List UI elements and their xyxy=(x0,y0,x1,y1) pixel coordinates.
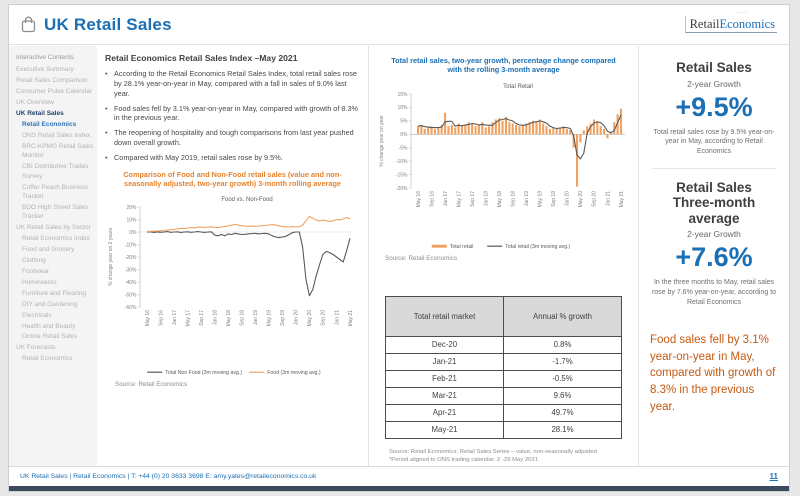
svg-text:Sep 20: Sep 20 xyxy=(320,309,327,326)
svg-text:May 21: May 21 xyxy=(618,190,625,208)
svg-text:Sep 17: Sep 17 xyxy=(469,190,476,207)
table-cell-month: Apr-21 xyxy=(386,404,504,421)
bullet-marker: • xyxy=(105,152,108,162)
svg-text:0%: 0% xyxy=(399,132,407,139)
sidebar-title: Interactive Contents xyxy=(16,54,74,61)
footer-contact-text: UK Retail Sales | Retail Economics | T: +44 (0) 20 3633 3698 E: amy.yates@retaileconomics.co.uk xyxy=(20,473,317,480)
table-cell-month: Jan-21 xyxy=(386,353,504,370)
svg-text:5%: 5% xyxy=(399,118,407,125)
logo-word-retail: Retail xyxy=(689,17,720,31)
svg-text:Jan 18: Jan 18 xyxy=(212,309,218,325)
svg-text:May 20: May 20 xyxy=(577,190,584,208)
table-row xyxy=(386,404,622,421)
bullet-marker: • xyxy=(105,128,108,138)
svg-text:Jan 17: Jan 17 xyxy=(442,190,449,206)
svg-text:Jan 18: Jan 18 xyxy=(483,190,489,206)
table-source-line1: Source: Retail Economics: Retail Sales Series – value, non-seasonally adjusted xyxy=(389,448,597,455)
svg-text:Jan 21: Jan 21 xyxy=(604,190,611,206)
svg-text:-5%: -5% xyxy=(398,145,407,152)
bullet-item xyxy=(105,153,360,163)
svg-text:-20%: -20% xyxy=(124,254,136,261)
page-number[interactable]: 11 xyxy=(769,472,778,481)
sidebar-item-brc-kpmg-retail-sales-monitor[interactable]: BRC-KPMG Retail Sales Monitor xyxy=(22,142,94,160)
svg-text:Total retail: Total retail xyxy=(449,243,473,250)
food-nonfood-chart-title: Comparison of Food and Non-Food retail sales (value and non-seasonally adjusted, two-year growth) 3-month rolling average xyxy=(123,169,342,189)
kpi1-description: Total retail sales rose by 9.5% year-on-year in May, according to Retail Economics xyxy=(653,128,775,156)
commentary-column xyxy=(97,46,369,466)
sidebar-item-footwear[interactable]: Footwear xyxy=(22,267,50,275)
table-cell-growth: 9.6% xyxy=(504,387,622,404)
svg-text:May 16: May 16 xyxy=(415,190,422,208)
slide-footer xyxy=(9,466,789,486)
kpi-divider xyxy=(652,168,776,169)
svg-text:Jan 19: Jan 19 xyxy=(523,190,530,206)
sidebar-item-uk-retail-sales-by-sector[interactable]: UK Retail Sales by Sector xyxy=(16,224,91,232)
table-cell-month: Feb-21 xyxy=(386,370,504,387)
header xyxy=(9,5,789,45)
logo-word-economics: Economics xyxy=(719,17,775,31)
table-row xyxy=(386,336,622,353)
table-cell-growth: -1.7% xyxy=(504,353,622,370)
kpi2-description: In the three months to May, retail sales rose by 7.6% year-on-year, according to Retail Economics xyxy=(651,279,777,307)
svg-text:May 16: May 16 xyxy=(144,309,151,327)
bottom-accent-bar xyxy=(9,486,789,491)
sidebar-item-executive-summary[interactable]: Executive Summary xyxy=(16,66,74,74)
chart-table-column xyxy=(369,46,639,466)
sidebar-item-consumer-pulse-calendar[interactable]: Consumer Pulse Calendar xyxy=(16,88,93,96)
table-cell-month: Mar-21 xyxy=(386,387,504,404)
svg-text:% change year on 2 years: % change year on 2 years xyxy=(107,227,114,286)
food-nonfood-chart xyxy=(105,191,360,379)
svg-text:0%: 0% xyxy=(128,229,136,236)
svg-text:May 17: May 17 xyxy=(455,190,462,208)
svg-text:15%: 15% xyxy=(396,91,407,98)
svg-text:-50%: -50% xyxy=(124,292,136,299)
svg-text:May 17: May 17 xyxy=(184,309,191,327)
retail-economics-logo xyxy=(685,16,777,33)
svg-text:% change year on year: % change year on year xyxy=(378,115,385,167)
kpi2-title-line2: Three-month average xyxy=(672,195,756,226)
svg-text:Sep 19: Sep 19 xyxy=(279,309,286,326)
table-row xyxy=(386,353,622,370)
table-header-market: Total retail market xyxy=(386,296,504,336)
svg-text:-30%: -30% xyxy=(124,267,136,274)
svg-text:Food vs. Non-Food: Food vs. Non-Food xyxy=(220,196,273,203)
svg-text:Sep 16: Sep 16 xyxy=(157,309,164,326)
svg-text:-60%: -60% xyxy=(124,304,136,311)
bullet-text: Food sales fell by 3.1% year-on-year in May, compared with growth of 8.3% in the previous year. xyxy=(114,103,359,123)
svg-text:-40%: -40% xyxy=(124,279,136,286)
table-row xyxy=(386,370,622,387)
sidebar-item-diy-and-gardening[interactable]: DIY and Gardening xyxy=(22,300,78,308)
svg-text:Total Retail: Total Retail xyxy=(502,83,533,90)
table-cell-growth: -0.5% xyxy=(504,370,622,387)
svg-text:May 19: May 19 xyxy=(266,309,273,327)
svg-text:10%: 10% xyxy=(125,217,136,224)
slide-body xyxy=(9,46,789,466)
kpi1-value: +9.5% xyxy=(675,91,753,122)
svg-text:May 18: May 18 xyxy=(225,309,232,327)
kpi1-subtitle: 2-year Growth xyxy=(687,78,741,89)
svg-text:-15%: -15% xyxy=(395,172,407,179)
svg-text:May 21: May 21 xyxy=(347,309,354,327)
svg-text:May 20: May 20 xyxy=(306,309,313,327)
svg-text:20%: 20% xyxy=(125,204,136,211)
report-slide xyxy=(8,4,790,492)
sidebar-item-online-retail-sales[interactable]: Online Retail Sales xyxy=(22,333,78,341)
contents-sidebar xyxy=(9,46,97,466)
sidebar-item-uk-forecasts[interactable]: UK Forecasts xyxy=(16,344,56,352)
svg-text:Sep 17: Sep 17 xyxy=(198,309,205,326)
section-heading: Retail Economics Retail Sales Index –May 2021 xyxy=(105,53,298,63)
table-source-line2: *Period aligned to ONS trading calendar: 2 -29 May 2021 xyxy=(389,456,538,463)
sidebar-item-homewares[interactable]: Homewares xyxy=(22,278,57,286)
table-header-row xyxy=(386,296,622,336)
svg-text:-10%: -10% xyxy=(124,242,136,249)
svg-text:Jan 21: Jan 21 xyxy=(333,309,340,325)
food-sales-callout: Food sales fell by 3.1% year-on-year in May, compared with growth of 8.3% in the previous year. xyxy=(650,333,776,413)
chart2-source: Source: Retail Economics xyxy=(385,254,458,262)
sidebar-item-furniture-and-flooring[interactable]: Furniture and Flooring xyxy=(22,289,86,297)
chart1-source: Source: Retail Economics xyxy=(115,380,188,388)
kpi2-subtitle: 2-year Growth xyxy=(687,229,741,240)
svg-text:Sep 19: Sep 19 xyxy=(550,190,557,207)
sidebar-item-cbi-distributive-trades-survey[interactable]: CBI Distributive Trades Survey xyxy=(22,163,89,180)
bullet-item xyxy=(105,128,360,148)
kpi1-title: Retail Sales xyxy=(676,60,752,75)
svg-text:Jan 19: Jan 19 xyxy=(252,309,259,325)
bullet-text: Compared with May 2019, retail sales rose by 9.5%. xyxy=(114,152,283,162)
bullet-marker: • xyxy=(105,69,108,78)
svg-text:Total retail (3m moving avg.): Total retail (3m moving avg.) xyxy=(504,243,570,250)
table-header-growth: Annual % growth xyxy=(504,296,622,336)
sidebar-items xyxy=(16,65,94,363)
bullet-text: The reopening of hospitality and tough comparisons from last year pushed down overall growth. xyxy=(114,128,354,148)
svg-text:Jan 20: Jan 20 xyxy=(564,190,571,206)
sidebar-item-clothing[interactable]: Clothing xyxy=(22,257,46,265)
sidebar-item-uk-overview[interactable]: UK Overview xyxy=(16,99,54,107)
table-source xyxy=(389,449,632,465)
kpi2-value: +7.6% xyxy=(675,242,753,273)
svg-text:-10%: -10% xyxy=(395,158,407,165)
table-cell-month: Dec-20 xyxy=(386,336,504,353)
bullet-item xyxy=(105,69,360,99)
page-title: UK Retail Sales xyxy=(44,14,172,34)
sidebar-item-retail-economics[interactable]: Retail Economics xyxy=(22,121,77,129)
sidebar-item-coffer-peach-business-tracker[interactable]: Coffer Peach Business Tracker xyxy=(22,183,88,200)
kpi2-title-line1: Retail Sales xyxy=(676,179,752,195)
svg-text:-20%: -20% xyxy=(395,185,407,192)
table-cell-growth: 28.1% xyxy=(504,421,622,438)
bullet-list xyxy=(105,69,360,163)
bullet-marker: • xyxy=(105,103,108,113)
sidebar-item-uk-retail-sales[interactable]: UK Retail Sales xyxy=(16,110,64,118)
svg-text:Total Non Food (3m moving avg.: Total Non Food (3m moving avg.) xyxy=(164,369,242,376)
svg-text:Jan 20: Jan 20 xyxy=(293,309,300,325)
svg-text:10%: 10% xyxy=(396,105,407,112)
table-cell-growth: 0.8% xyxy=(504,336,622,353)
svg-text:Food (3m moving avg.): Food (3m moving avg.) xyxy=(266,369,321,376)
sidebar-item-food-and-grocery[interactable]: Food and Grocery xyxy=(22,246,75,254)
sidebar-item-retail-economics-index[interactable]: Retail Economics Index xyxy=(22,235,90,243)
svg-text:Sep 18: Sep 18 xyxy=(239,309,245,326)
sidebar-item-retail-sales-comparison[interactable]: Retail Sales Comparison xyxy=(16,77,88,85)
table-cell-month: May-21 xyxy=(386,421,504,438)
svg-text:Sep 16: Sep 16 xyxy=(428,190,435,207)
sidebar-item-electricals[interactable]: Electricals xyxy=(22,311,52,319)
sidebar-item-bdo-high-street-sales-tracker[interactable]: BDO High Street Sales Tracker xyxy=(22,203,89,221)
sidebar-item-health-and-beauty[interactable]: Health and Beauty xyxy=(22,322,76,330)
svg-text:Sep 20: Sep 20 xyxy=(591,190,598,207)
svg-text:May 18: May 18 xyxy=(496,190,503,208)
bullet-item xyxy=(105,104,360,124)
svg-text:Sep 18: Sep 18 xyxy=(510,190,516,207)
total-retail-chart xyxy=(375,78,632,253)
shopping-bag-icon xyxy=(21,16,36,33)
table-row xyxy=(386,421,622,438)
sidebar-item-retail-economics[interactable]: Retail Economics xyxy=(22,355,73,363)
table-row xyxy=(386,387,622,404)
annual-growth-table xyxy=(385,296,622,439)
sidebar-item-ons-retail-sales-index[interactable]: ONS Retail Sales Index xyxy=(22,131,91,139)
bullet-text: According to the Retail Economics Retail Sales Index, total retail sales rose by 28.1% year-on-year in May, compared with a fall in sales of 9.0% last year. xyxy=(114,69,357,98)
svg-text:May 19: May 19 xyxy=(537,190,544,208)
table-cell-growth: 49.7% xyxy=(504,404,622,421)
kpi-column xyxy=(639,46,789,466)
svg-text:Jan 17: Jan 17 xyxy=(171,309,178,325)
total-retail-chart-title: Total retail sales, two-year growth, percentage change compared with the rolling 3-month average xyxy=(391,56,616,75)
